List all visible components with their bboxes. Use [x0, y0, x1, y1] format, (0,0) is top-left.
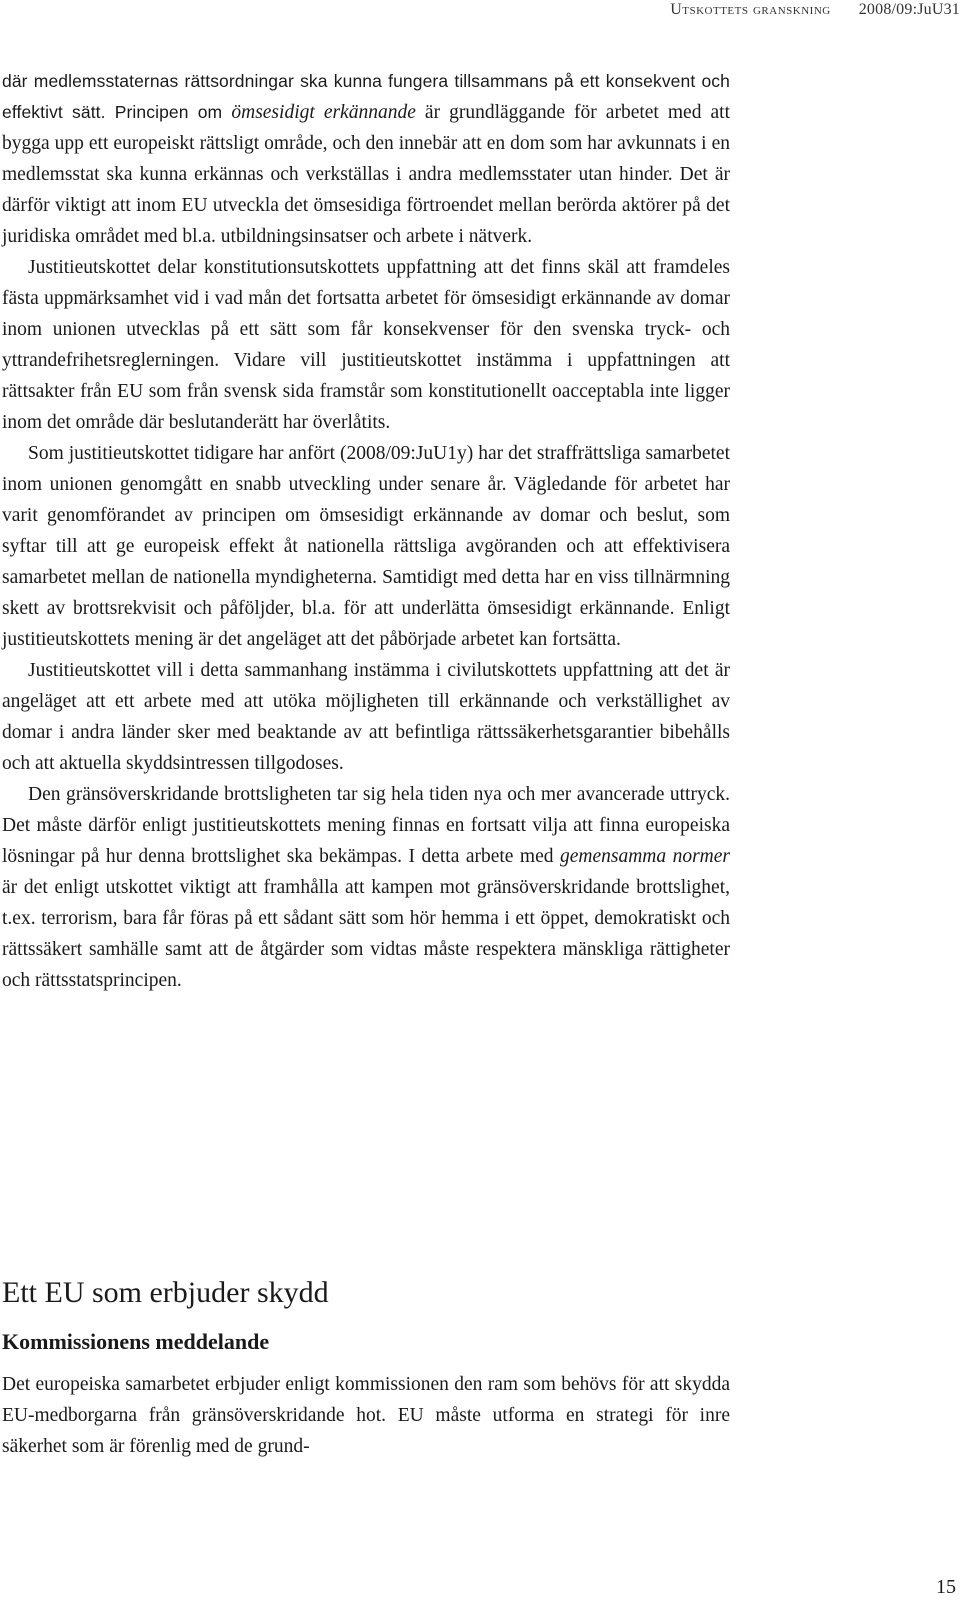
page-number: 15 [936, 1576, 956, 1598]
section-paragraph: Det europeiska samarbetet erbjuder enligt kommissionen den ram som behövs för att skydda EU-medborgarna från gränsöverskridande hot. EU måste utforma en strategi för inre säkerhet som är förenlig med de grund- [2, 1374, 730, 1457]
paragraph-1-part: Principen om [105, 102, 232, 122]
paragraph-4: Justitieutskottet vill i detta sammanhang instämma i civilutskottets uppfattning att det är angeläget att ett arbete med att utöka möjligheten till erkännande och verkställighet av domar i andra länder sker med beaktande av att befintliga rättssäkerhetsgarantier bibehålls och att aktuella skyddsintressen tillgodoses. [2, 660, 730, 774]
header-section-label: Utskottets granskning [670, 1, 831, 18]
paragraph-5-lead: Den gränsöverskridande brottsligheten tar sig hela tiden nya och mer avancerade uttryck. Det måste därför enligt justitieutskottets mening finnas en fortsatt vilja att finna europeiska lösningar på hur denna brottslighet ska bekämpas. I detta arbete med [2, 784, 730, 867]
running-header [670, 0, 960, 24]
section-subheading: Kommissionens meddelande [2, 1329, 270, 1354]
paragraph-1-italic-term: ömsesidigt erkännande [231, 102, 416, 123]
paragraph-5 [2, 779, 730, 996]
section-heading: Ett EU som erbjuder skydd [2, 1276, 329, 1309]
paragraph-3: Som justitieutskottet tidigare har anfört (2008/09:JuU1y) har det straffrättsliga samarbetet inom unionen genomgått en snabb utveckling under senare år. Vägledande för arbetet har varit genomförandet av principen om ömsesidigt erkännande av domar och beslut, som syftar till att ge europeisk effekt åt nationella rättsliga avgöranden och att effektivisera samarbetet mellan de nationella myndigheterna. Samtidigt med detta har en viss tillnärmning skett av brottsrekvisit och påföljder, bl.a. för att underlätta ömsesidigt erkännande. Enligt justitieutskottets mening är det angeläget att det påbörjade arbetet kan fortsätta. [2, 443, 730, 650]
header-document-number: 2008/09:JuU31 [858, 1, 960, 18]
paragraph-1-lead: där medlemsstaternas rättsordningar ska kunna fungera tillsammans på ett konsekvent och effektivt sätt. [2, 71, 730, 122]
paragraph-2: Justitieutskottet delar konstitutionsutskottets uppfattning att det finns skäl att framdeles fästa uppmärksamhet vid i vad mån det fortsatta arbetet för ömsesidigt erkännande av domar inom unionen utvecklas på ett sätt som får konsekvenser för den svenska tryck- och yttrandefrihetsreglerningen. Vidare vill justitieutskottet instämma i uppfattningen att rättsakter från EU som från svensk sida framstår som konstitutionellt oacceptabla inte ligger inom det område där beslutanderätt har överlåtits. [2, 257, 730, 433]
paragraph-5-rest: är det enligt utskottet viktigt att framhålla att kampen mot gränsöverskridande brottslighet, t.ex. terrorism, bara får föras på ett sådant sätt som hör hemma i ett öppet, demokratiskt och rättssäkert samhälle samt att de åtgärder som vidtas måste respektera mänskliga rättigheter och rättsstatsprincipen. [2, 877, 730, 991]
paragraph-1 [2, 66, 730, 252]
paragraph-1-rest: är grundläggande för arbetet med att bygga upp ett europeiskt rättsligt område, och den innebär att en dom som har avkunnats i en medlemsstat ska kunna erkännas och verkställas i andra medlemsstater utan hinder. Det är därför viktigt att inom EU utveckla det ömsesidiga förtroendet mellan berörda aktörer på det juridiska området med bl.a. utbildningsinsatser och arbete i nätverk. [2, 102, 730, 247]
paragraph-5-italic-term: gemensamma normer [559, 846, 730, 867]
body-text [2, 66, 730, 996]
